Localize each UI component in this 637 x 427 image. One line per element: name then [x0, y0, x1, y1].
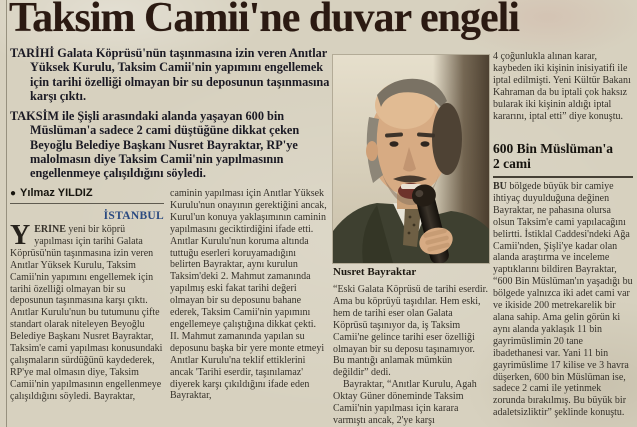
column1-text: yeni bir köprü yapılması için tarihi Galata Köprüsü'nün taşınmasına izin veren Anıtlar Yüksek Kurulu, Taksim Camii'nin yapımını engellemek için tarihi özelliği olmayan bir su deposunun taşınmasına karşı çıktı. Anıtlar Kurulu'nun bu tutumunu çifte standart olarak niteleyen Beyoğlu Belediye Başkanı Nusret Bayraktar, Taksim'e cami yapılması konusundaki çalışmaların sürdüğünü kaydederek, RP'ye mal olmasın diye, Taksim Camii'nin yapılmasının engellenmeye çalışıldığını söyledi. Bayraktar,	[10, 224, 163, 402]
byline-block	[10, 187, 164, 222]
lead-paragraph-1: TARİHİ Galata Köprüsü'nün taşınmasına izin veren Anıtlar Yüksek Kurulu, Taksim Camii'nin yapımını engellemek için tarihi özelliği olmayan bir su deposunun taşınmasına karşı çıktı.	[10, 46, 330, 103]
byline-author: Yılmaz YILDIZ	[20, 187, 93, 199]
column2-text: caminin yapılması için Anıtlar Yüksek Kurulu'nun onayının gerektiğini ancak, Kurul'un konuya yaklaşımının caminin yapılmasını geciktirdiğini ifade etti. Anıtlar Kurulu'nun koruma altında tuttuğu eserleri koruyamadığını belirten Bayraktar, aynı kurulun Taksim'deki 2. Mahmut zamanında yapılmış eski fakat tarihi değeri olmayan bir su deposunu bahane ederek, Taksim Camii'nin yapımını engellemeye çalıştığına dikkat çekti. II. Mahmut zamanında yapılan su deposunu başka bir yere monte etmeyi Anıtlar Kurulu'na teklif ettiklerini ancak 'Tarihi eserdir, taşınılamaz' diyerek karşı çıkıldığını ifade eden Bayraktar,	[170, 188, 327, 402]
lead-paragraph-2: TAKSİM ile Şişli arasındaki alanda yaşayan 600 bin Müslüman'a sadece 2 cami düştüğüne dikkat çeken Beyoğlu Belediye Başkanı Nusret Bayraktar, RP'ye malolmasın diye Taksim Camii'nin yapılmasının engellenmeye çalışıldığını söyledi.	[10, 109, 300, 181]
photo-illustration	[333, 55, 489, 263]
subhead-line-1: 600 Bin Müslüman'a	[493, 141, 614, 156]
body-column-2	[170, 188, 327, 427]
headline: Taksim Camii'ne duvar engeli	[9, 0, 519, 41]
column3-quote-paragraph: “Eski Galata Köprüsü de tarihi eserdir. Ama bu köprüyü taşıdılar. Hem eski, hem de tarihi eser olan Galata Köprüsü taşınıyor da, iş Taksim Camii'ne gelince tarihi eser özelliği olmayan bir su deposu taşınamıyor. Bu mantığı anlamak mümkün değildir” dedi.	[333, 284, 488, 379]
nusret-bayraktar-photo	[333, 55, 489, 263]
left-column-rule	[6, 0, 7, 427]
column4-lead-word: BU	[493, 181, 507, 192]
byline-bullet-icon: ●	[10, 188, 17, 199]
drop-cap: Y	[10, 224, 31, 251]
body-column-1	[10, 224, 164, 427]
byline	[10, 187, 164, 204]
column4-second-paragraph: bölgede büyük bir camiye ihtiyaç duyulduğuna değinen Bayraktar, ne pahasına olursa olsun Taksim'e cami yapılacağını belirtti. İstiklal Caddesi'ndeki Ağa Camii'nden, Şişli'ye kadar olan alanda araştırma ve inceleme yaptıklarını bildiren Bayraktar, “600 Bin Müslüman'ın yaşadığı bu bölgede yalnızca iki adet cami var ve ikiside 200 metrekarelik bir alana sahip. Ama gelin görün ki aynı alanda yaklaşık 11 bin gayrimüslimin 20 tane ibadethanesi var. Yani 11 bin gayrimüslime 17 kilise ve 3 havra düşerken, 600 bin Müslüman ise, sadece 2 cami ile yetinmek zorunda bırakılmış. Bu büyük bir adaletsizliktir” şeklinde konuştu.	[493, 181, 633, 419]
lead-section	[10, 46, 331, 187]
subhead-600-bin-muslumana	[493, 141, 633, 178]
column1-lead-word: ERİNE	[34, 224, 66, 235]
column4-first-paragraph: 4 çoğunlukla alınan karar, kaybeden iki kişinin inisiyatifi ile iptal edilmişti. Yeni Kültür Bakanı Kahraman da bu iptali çok haksız bularak iki kişinin aldığı iptal kararını, iptal etti” diye konuştu.	[493, 51, 631, 122]
body-column-4-bottom	[493, 181, 633, 427]
body-column-4-top	[493, 51, 633, 139]
photo-caption: Nusret Bayraktar	[333, 266, 417, 278]
dateline-istanbul: İSTANBUL	[103, 210, 164, 222]
column3-second-paragraph: Bayraktar, “Anıtlar Kurulu, Agah Oktay Güner döneminde Taksim Camii'nin yapılması için karara varmıştı ancak, 2'ye karşı	[333, 379, 477, 426]
subhead-line-2: 2 cami	[493, 156, 531, 171]
body-column-3	[333, 284, 489, 427]
